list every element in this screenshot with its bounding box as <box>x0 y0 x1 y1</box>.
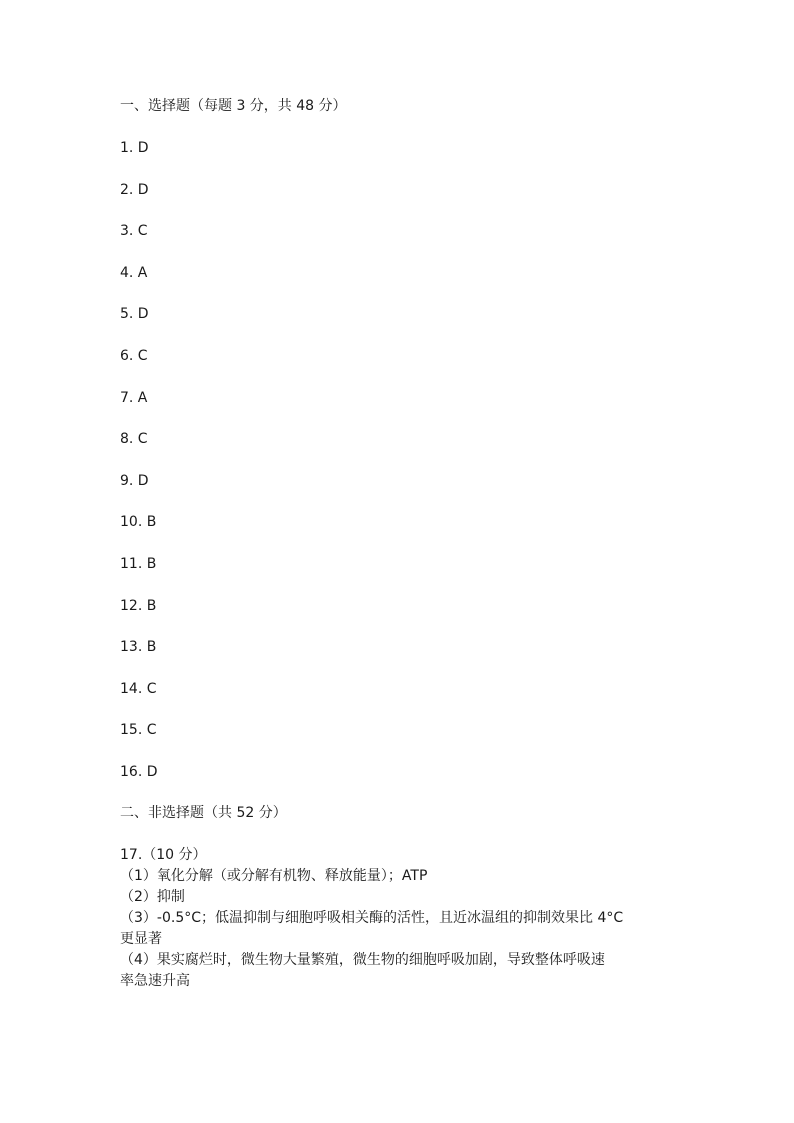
answer-6: 6. C <box>120 348 148 364</box>
answer-10: 10. B <box>120 514 157 530</box>
question-17-part-3-continued: 更显著 <box>120 931 162 947</box>
answer-5: 5. D <box>120 306 149 322</box>
answer-14: 14. C <box>120 681 157 697</box>
question-17-part-4-continued: 率急速升高 <box>120 973 190 989</box>
section-1-heading: 一、选择题（每题 3 分，共 48 分） <box>120 98 347 114</box>
answer-13: 13. B <box>120 639 157 655</box>
answer-16: 16. D <box>120 764 158 780</box>
answer-8: 8. C <box>120 431 148 447</box>
section-2-heading: 二、非选择题（共 52 分） <box>120 805 287 821</box>
question-17-part-4: （4）果实腐烂时，微生物大量繁殖，微生物的细胞呼吸加剧，导致整体呼吸速 <box>120 952 605 968</box>
answer-15: 15. C <box>120 722 157 738</box>
answer-9: 9. D <box>120 473 149 489</box>
answer-1: 1. D <box>120 140 149 156</box>
question-17-part-2: （2）抑制 <box>120 889 185 905</box>
question-17-part-1: （1）氧化分解（或分解有机物、释放能量）；ATP <box>120 868 428 884</box>
answer-7: 7. A <box>120 390 148 406</box>
answer-11: 11. B <box>120 556 157 572</box>
answer-2: 2. D <box>120 182 149 198</box>
answer-4: 4. A <box>120 265 148 281</box>
answer-3: 3. C <box>120 223 148 239</box>
answer-12: 12. B <box>120 598 157 614</box>
question-17-title: 17.（10 分） <box>120 847 207 863</box>
question-17-part-3: （3）-0.5°C；低温抑制与细胞呼吸相关酶的活性，且近冰温组的抑制效果比 4°C <box>120 910 624 926</box>
